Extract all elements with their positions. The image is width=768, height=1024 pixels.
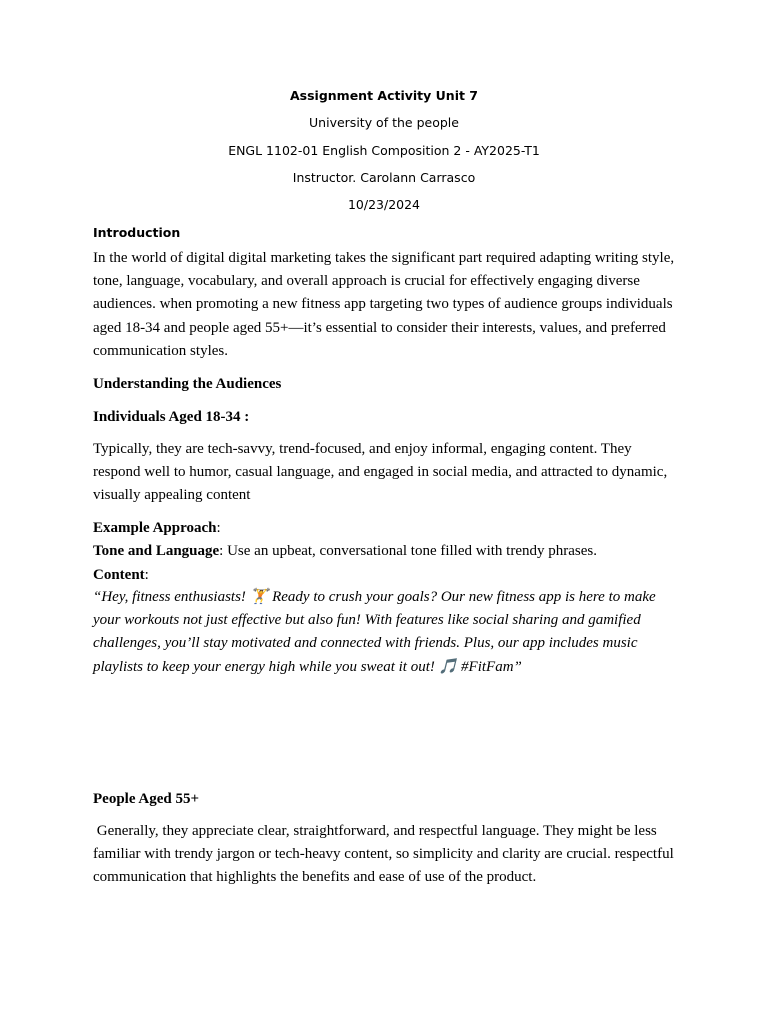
tone-language-label: Tone and Language xyxy=(93,543,220,559)
course-name: ENGL 1102-01 English Composition 2 - AY2025-T1 xyxy=(228,143,540,158)
tone-language-text: : Use an upbeat, conversational tone filled with trendy phrases. xyxy=(219,543,597,559)
young-audience-paragraph: Typically, they are tech-savvy, trend-focused, and enjoy informal, engaging content. They respond well to humor, casual language, and engaged in social media, and attracted to dynamic, visually appealing content xyxy=(93,441,668,504)
understanding-heading: Understanding the Audiences xyxy=(93,376,282,392)
example-content-quote: “Hey, fitness enthusiasts! 🏋 Ready to crush your goals? Our new fitness app is here to make your workouts not just effective but also fun! With features like social sharing and gamified challenges, you’ll stay motivated and connected with friends. Plus, our app includes music playlists to keep your energy high while you sweat it out! 🎵 #FitFam” xyxy=(93,589,656,675)
example-approach-line xyxy=(93,518,221,538)
tone-language-line xyxy=(93,541,597,561)
introduction-heading: Introduction xyxy=(93,225,181,240)
document-date: 10/23/2024 xyxy=(347,197,421,212)
content-suffix: : xyxy=(144,567,149,583)
content-label: Content xyxy=(93,567,145,583)
content-line xyxy=(93,565,149,585)
assignment-title: Assignment Activity Unit 7 xyxy=(289,88,479,103)
older-audience-paragraph: Generally, they appreciate clear, straightforward, and respectful language. They might be less familiar with trendy jargon or tech-heavy content, so simplicity and clarity are crucial. respectful communication that highlights the benefits and ease of use of the product. xyxy=(93,823,678,886)
example-approach-label: Example Approach xyxy=(93,520,217,536)
instructor-name: Instructor. Carolann Carrasco xyxy=(292,170,476,185)
university-name: University of the people xyxy=(309,115,459,130)
young-audience-heading: Individuals Aged 18-34 : xyxy=(93,409,250,425)
older-audience-heading: People Aged 55+ xyxy=(93,791,200,807)
example-approach-suffix: : xyxy=(216,520,221,536)
introduction-paragraph: In the world of digital digital marketing takes the significant part required adapting writing style, tone, language, vocabulary, and overall approach is crucial for effectively engaging diverse audiences. when promoting a new fitness app targeting two types of audience groups individuals aged 18-34 and people aged 55+—it’s essential to consider their interests, values, and preferred communication styles. xyxy=(93,250,675,359)
